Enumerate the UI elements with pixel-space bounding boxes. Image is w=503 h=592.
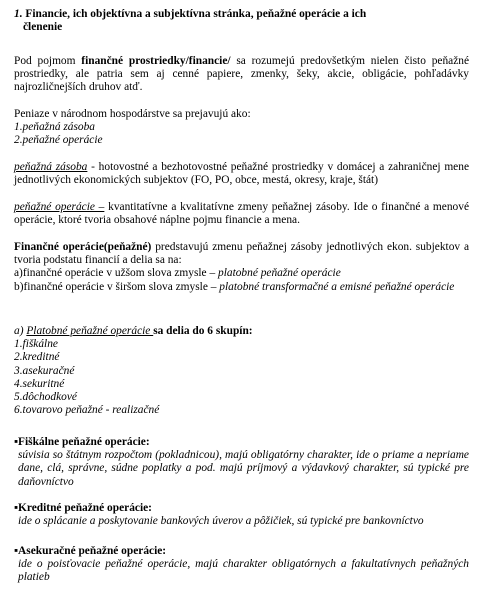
paragraph-penazna-zasoba — [14, 161, 469, 187]
section-fiskalne — [14, 436, 469, 489]
s2-heading: ▪Kreditné peňažné operácie: — [14, 502, 152, 514]
s1-heading: ▪Fiškálne peňažné operácie: — [14, 436, 150, 448]
p3-text: - hotovostné a bezhotovostné peňažné prostriedky v domácej a zahraničnej mene jednotlivých ekonomických subjektov (FO, PO, obce, mestá, okresy, kraje, štát) — [14, 161, 469, 187]
section-asekuracne — [14, 545, 469, 585]
p5-a-prefix: a)finančné operácie v užšom slova zmysle – — [14, 267, 219, 280]
p2-item-1: 1.peňažná zásoba — [14, 121, 96, 134]
p6-heading — [14, 325, 469, 338]
title-line2: členenie — [23, 21, 63, 34]
p6-prefix: a) — [14, 325, 27, 337]
p2-item-2: 2.peňažné operácie — [14, 134, 103, 147]
p5-item-a — [14, 267, 469, 280]
s2-text: ide o splácanie a poskytovanie bankových úverov a pôžičiek, sú typické pre bankovníctvo — [18, 515, 424, 528]
p3-term: peňažná zásoba — [14, 161, 88, 173]
p2-intro: Peniaze v národnom hospodárstve sa prejavujú ako: — [14, 108, 251, 120]
s3-heading: ▪Asekuračné peňažné operácie: — [14, 545, 167, 557]
p1-text-after: sa rozumejú predovšetkým nielen čisto peňažné prostriedky, ale patria sem aj cenné papiere, zmenky, šeky, akcie, obligácie, pohľadávky najrozličnejších druhov atď. — [14, 55, 470, 94]
p6-item: 5.dôchodkové — [14, 391, 77, 404]
p5-b-prefix: b)finančné operácie v širšom slova zmysle – — [14, 280, 220, 293]
title-number: 1. — [14, 8, 23, 20]
p5-text: predstavujú zmenu peňažnej zásoby jednotlivých ekon. subjektov a tvoria podstatu financií a delia sa na: — [14, 241, 470, 267]
p6-item: 6.tovarovo peňažné - realizačné — [14, 404, 160, 417]
s1-text: súvisia so štátnym rozpočtom (pokladnicou), majú obligatórny charakter, ide o priame a nepriame dane, clá, správne, súdne poplatky a pod. majú príjmový a výdavkový charakter, sú typické pre daňovníctvo — [18, 449, 469, 488]
section-kreditne — [14, 502, 469, 528]
section-title — [14, 8, 469, 34]
p1-text-before: Pod pojmom — [14, 55, 82, 67]
p1-term: finančné prostriedky/financie/ — [81, 55, 231, 67]
paragraph-peniaze — [14, 108, 469, 148]
paragraph-financne-prostriedky — [14, 55, 469, 95]
p6-item: 2.kreditné — [14, 351, 60, 364]
s3-text: ide o poisťovacie peňažné operácie, majú charakter obligatórnych a fakultatívnych peňažných platieb — [18, 558, 469, 584]
paragraph-financne-operacie — [14, 241, 469, 294]
p6-item: 1.fiškálne — [14, 338, 58, 351]
paragraph-penazne-operacie — [14, 201, 469, 227]
p5-b-italic: platobné transformačné a emisné peňažné operácie — [219, 280, 455, 293]
p6-item: 4.sekuritné — [14, 377, 65, 390]
p6-bold: sa delia do 6 skupín: — [153, 325, 253, 337]
p6-item: 3.asekuračné — [14, 364, 75, 377]
p5-term: Finančné operácie(peňažné) — [14, 241, 152, 253]
p5-a-italic: platobné peňažné operácie — [218, 267, 341, 280]
p5-item-b — [14, 281, 469, 294]
paragraph-platobne-operacie — [14, 325, 469, 417]
title-line1: Financie, ich objektívna a subjektívna stránka, peňažné operácie a ich — [22, 8, 367, 20]
p6-term: Platobné peňažné operácie — [26, 325, 154, 337]
p4-term: peňažné operácie – — [14, 201, 105, 213]
p4-text: kvantitatívne a kvalitatívne zmeny peňažnej zásoby. Ide o finančné a menové operácie, ktoré tvoria obsahové náplne pojmu financie a mena. — [14, 201, 469, 227]
